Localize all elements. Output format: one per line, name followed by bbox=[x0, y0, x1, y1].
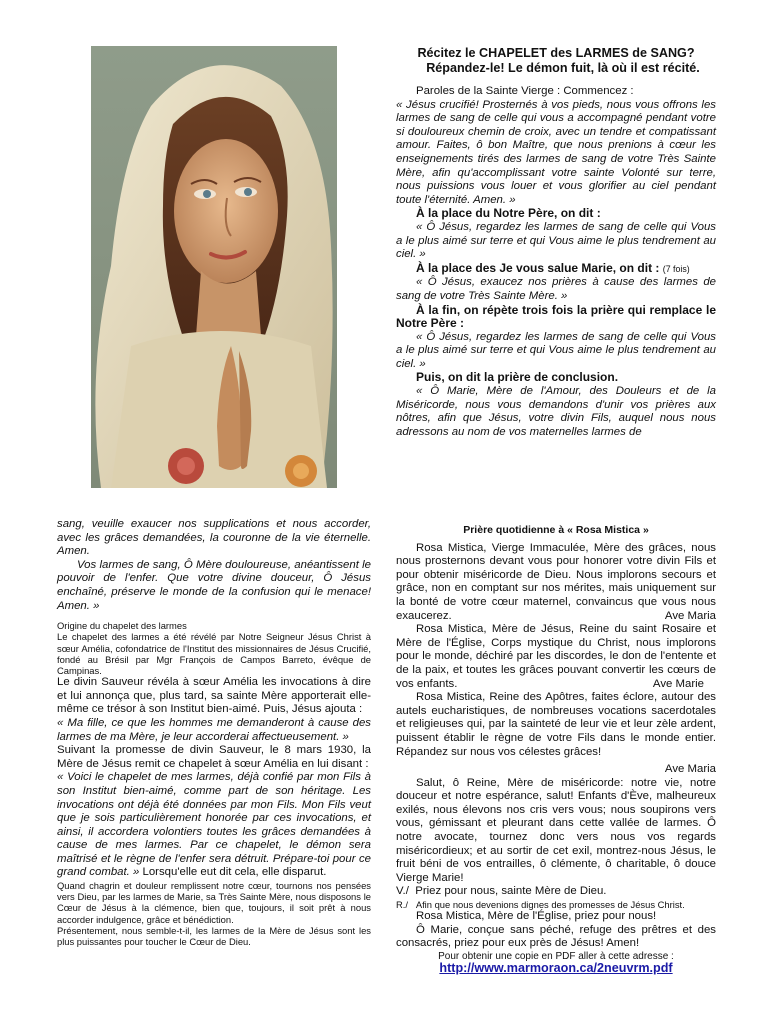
prayer-conclusion-start: « Ô Marie, Mère de l'Amour, des Douleurs et de la Miséricorde, nous vous demandons d'unir vos prières aux nôtres, afin que Jésus, votre divin Fils, auquel nous nous adressons au nom de vos maternelles larmes de bbox=[396, 385, 716, 438]
versicle-label: V./ bbox=[396, 885, 409, 898]
jesus-quote: « Ma fille, ce que les hommes me demanderont à cause des larmes de ma Mère, je leur accorderai affectueusement. » bbox=[57, 716, 371, 743]
origin-para-2: Suivant la promesse de divin Sauveur, le 8 mars 1930, la Mère de Jésus remit ce chapelet à sœur Amélia en lui disant : bbox=[57, 744, 371, 770]
count-note: (7 fois) bbox=[662, 263, 690, 274]
salve-regina: Salut, ô Reine, Mère de miséricorde: notre vie, notre douceur et notre espérance, salut! Enfants d'Ève, malheureux exilés, nous élevons nos cris vers vous; nous soupirons vers vous, gémissant et pleurant dans cette vallée de larmes. Ô notre avocate, tournez donc vers nous vos regards miséricordieux; et au sortir de cet exil, montrez-nous Jésus, le fruit béni de vos entrailles, ô clémente, ô charitable, ô douce Vierge Marie! bbox=[396, 776, 716, 884]
rosa-para-2: Rosa Mistica, Mère de Jésus, Reine du saint Rosaire et Mère de l'Église, Corps mystique du Christ, nous implorons pour le monde, déchiré par les discordes, le don de l'entente et de la paix, et toutes les grâces pouvant convertir les cœurs de vos enfants. bbox=[396, 623, 716, 690]
title-line-2: Répandez-le! Le démon fuit, là où il est récité. bbox=[426, 61, 700, 75]
heading-je-vous-salue: À la place des Je vous salue Marie, on dit : bbox=[416, 260, 660, 275]
origin-para-2-end: Lorsqu'elle eut dit cela, elle disparut. bbox=[142, 866, 327, 879]
rosa-para-5: Rosa Mistica, Mère de l'Église, priez pour nous! bbox=[416, 910, 657, 923]
prayer-notre-pere: « Ô Jésus, regardez les larmes de sang de celle qui Vous a le plus aimé sur terre et qui Vous aime le plus tendrement au ciel. » bbox=[396, 220, 716, 261]
prayer-fin: « Ô Jésus, regardez les larmes de sang de celle qui Vous a le plus aimé sur terre et qui Vous aime le plus tendrement au ciel. » bbox=[396, 330, 716, 370]
mary-quote: « Voici le chapelet de mes larmes, déjà confié par mon Fils à son Institut bien-aimé, comme part de son héritage. Les invocations ont déjà été données par mon Fils. Mon Fils veut que je sois particulièrement honorée par ces invocations, et ainsi, il accordera volontiers toutes les grâces demandées à cause de mes larmes. Par ce chapelet, le démon sera maîtrisé et le règne de l'enfer sera détruit. Prépare-toi pour ce grand combat. » bbox=[57, 771, 371, 879]
ave-maria-3: Ave Maria bbox=[664, 763, 716, 776]
response-label: R./ bbox=[396, 899, 408, 911]
final-invocation: Vos larmes de sang, Ô Mère douloureuse, anéantissent le pouvoir de l'enfer. Que votre divine douceur, Ô Jésus enchaîné, préserve le monde de la confusion qui le menace! Amen. » bbox=[57, 558, 371, 612]
pdf-link[interactable]: http://www.marmoraon.ca/2neuvrm.pdf bbox=[439, 961, 673, 976]
statue-photo bbox=[91, 46, 337, 488]
rosa-para-3: Rosa Mistica, Reine des Apôtres, faites éclore, autour des autels eucharistiques, de nombreuses vocations sacerdotales et religieuses qui, par la sainteté de leur vie et leur zèle ardent, puissent établir le règne de votre Fils dans le monde entier. Répandez sur nous vos célestes grâces! bbox=[396, 691, 716, 758]
versicle-text: Priez pour nous, sainte Mère de Dieu. bbox=[415, 885, 607, 898]
heading-notre-pere: À la place du Notre Père, on dit : bbox=[416, 206, 601, 221]
ave-maria-2: Ave Marie bbox=[652, 677, 704, 690]
origin-column bbox=[57, 518, 371, 947]
intro-text: Paroles de la Sainte Vierge : Commencez : bbox=[416, 85, 634, 97]
origin-para-1: Le divin Sauveur révéla à sœur Amélia les invocations à dire et lui annonça que, plus tard, sa sainte Mère apporterait elle-même ce trésor à son Institut bien-aimé. Puis, Jésus ajouta : bbox=[57, 676, 371, 716]
origin-text: Le chapelet des larmes a été révélé par Notre Seigneur Jésus Christ à sœur Amélia, cofondatrice de l'Institut des missionnaires de Jésus Crucifié, fondé au Brésil par Mgr François de Campos Barreto, évêque de Campinas. bbox=[57, 631, 371, 676]
virgin-mary-statue-illustration bbox=[91, 46, 337, 488]
heading-conclusion: Puis, on dit la prière de conclusion. bbox=[416, 370, 619, 385]
ave-maria-1: Ave Maria bbox=[664, 609, 716, 622]
rosa-para-1: Rosa Mistica, Vierge Immaculée, Mère des grâces, nous nous prosternons devant vous pour honorer votre divin Fils et pour obtenir miséricorde de Dieu. Nous implorons secours et grâce, non en comptant sur nos mérites, mais uniquement sur la bonté de votre cœur maternel, convaincus que vous nous exaucerez. bbox=[396, 541, 716, 622]
title-line-1: Récitez le CHAPELET des LARMES de SANG? bbox=[417, 46, 695, 60]
prayer-conclusion-end: sang, veuille exaucer nos supplications et nous accorder, avec les grâces demandées, la couronne de la vie éternelle. Amen. bbox=[57, 518, 371, 558]
prayer-je-vous-salue: « Ô Jésus, exaucez nos prières à cause des larmes de sang de votre Très Sainte Mère. » bbox=[396, 276, 716, 302]
origin-para-3: Quand chagrin et douleur remplissent notre cœur, tournons nos pensées vers Dieu, par les larmes de Marie, sa Très Sainte Mère, nous disposons le Cœur de Jésus à la clémence, bien que, toujours, il soit prêt à nous accorder indulgence, grâce et bénédiction. bbox=[57, 880, 371, 925]
rosary-instructions bbox=[396, 46, 716, 439]
rosa-mistica-heading: Prière quotidienne à « Rosa Mistica » bbox=[463, 524, 649, 536]
opening-prayer: « Jésus crucifié! Prosternés à vos pieds, nous vous offrons les larmes de sang de celle qui vous a accompagné pendant votre si douloureux chemin de croix, avec un tendre et compatissant amour. Faites, ô bon Maître, que nous prenions à cœur les enseignements tirés des larmes de sang de votre Très Sainte Mère, afin qu'accomplissant votre sainte Volonté sur terre, nous puissions vous louer et vous glorifier au ciel pendant toute l'éternité. Amen. » bbox=[396, 98, 716, 206]
heading-fin: À la fin, on répète trois fois la prière qui remplace le Notre Père : bbox=[396, 302, 716, 331]
rosa-para-6: Ô Marie, conçue sans péché, refuge des prêtres et des consacrés, priez pour eux près de Jésus! Amen! bbox=[396, 923, 716, 950]
rosa-mistica-column bbox=[396, 524, 716, 977]
pdf-note: Pour obtenir une copie en PDF aller à cette adresse : bbox=[438, 951, 674, 963]
origin-heading: Origine du chapelet des larmes bbox=[57, 620, 187, 632]
response-text: Afin que nous devenions dignes des promesses de Jésus Christ. bbox=[415, 899, 685, 911]
origin-para-4: Présentement, nous semble-t-il, les larmes de la Mère de Jésus sont les plus puissantes pour toucher le Cœur de Dieu. bbox=[57, 924, 371, 948]
